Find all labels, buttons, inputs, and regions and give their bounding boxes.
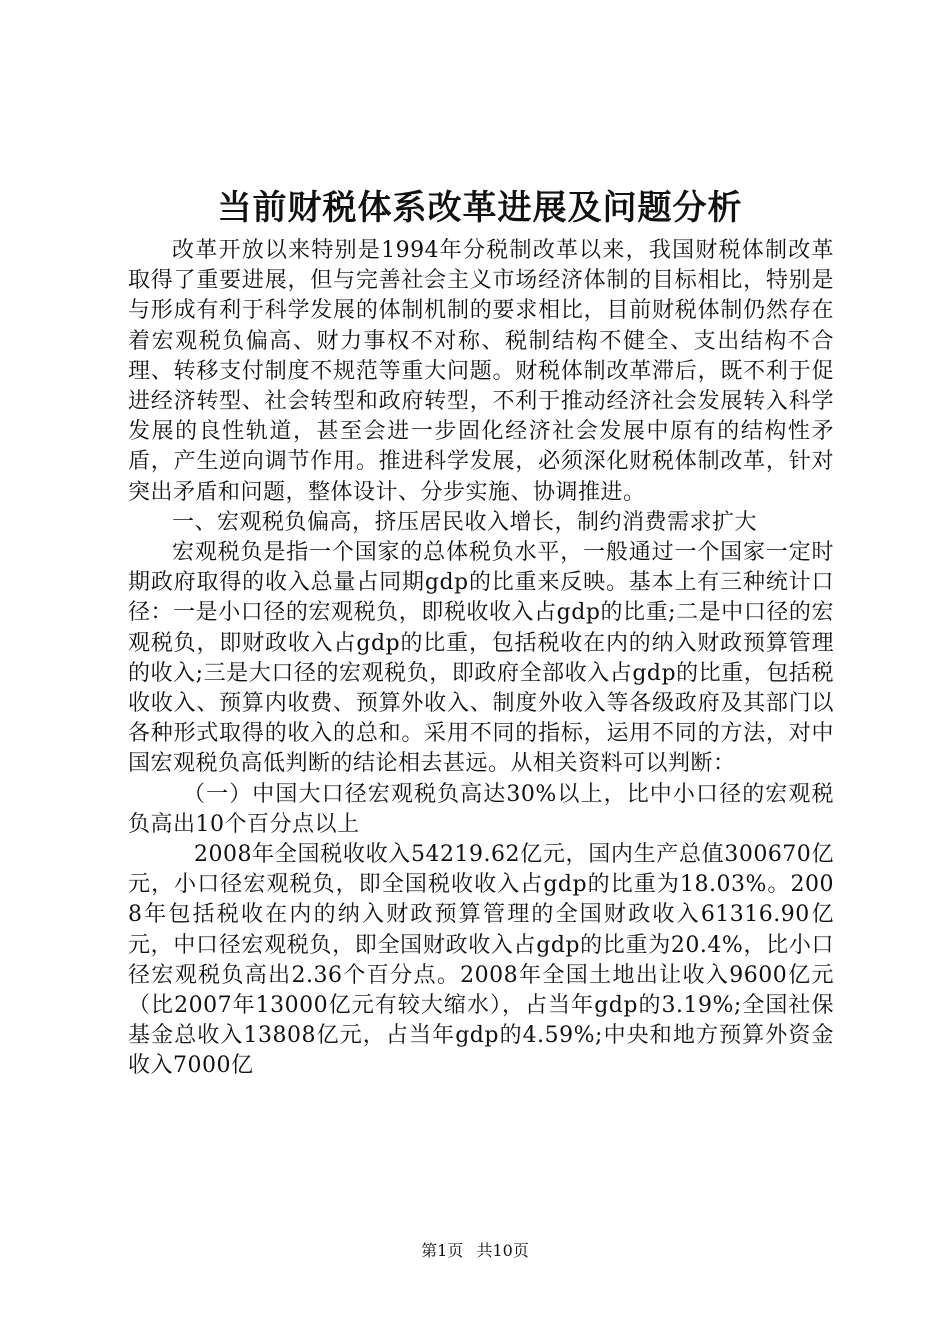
document-title: 当前财税体系改革进展及问题分析	[217, 188, 743, 228]
page-number: 第1页	[421, 1241, 464, 1260]
subsection-heading-1: （一）中国大口径宏观税负高达30%以上，比中小口径的宏观税负高出10个百分点以上	[128, 781, 834, 837]
document-body	[128, 236, 834, 1082]
page-footer	[0, 1240, 950, 1262]
paragraph-2008-data: 2008年全国税收收入54219.62亿元，国内生产总值300670亿元，小口径宏观税负，即全国税收收入占gdp的比重为18.03%。2008年包括税收在内的纳入财政预算管理的全国财政收入61316.90亿元，中口径宏观税负，即全国财政收入占gdp的比重为20.4%，比小口径宏观税负高出2.36个百分点。2008年全国土地出让收入9600亿元（比2007年13000亿元有较大缩水），占当年gdp的3.19%;全国社保基金总收入13808亿元，占当年gdp的4.59%;中央和地方预算外资金收入7000亿	[128, 842, 834, 1079]
page-total: 共10页	[476, 1241, 529, 1260]
paragraph-intro: 改革开放以来特别是1994年分税制改革以来，我国财税体制改革取得了重要进展，但与完善社会主义市场经济体制的目标相比，特别是与形成有利于科学发展的体制机制的要求相比，目前财税体制仍然存在着宏观税负偏高、财力事权不对称、税制结构不健全、支出结构不合理、转移支付制度不规范等重大问题。财税体制改革滞后，既不利于促进经济转型、社会转型和政府转型，不利于推动经济社会发展转入科学发展的良性轨道，甚至会进一步固化经济社会发展中原有的结构性矛盾，产生逆向调节作用。推进科学发展，必须深化财税体制改革，针对突出矛盾和问题，整体设计、分步实施、协调推进。	[128, 238, 834, 505]
paragraph-macro-tax-definition: 宏观税负是指一个国家的总体税负水平，一般通过一个国家一定时期政府取得的收入总量占同期gdp的比重来反映。基本上有三种统计口径：一是小口径的宏观税负，即税收收入占gdp的比重;二是中口径的宏观税负，即财政收入占gdp的比重，包括税收在内的纳入财政预算管理的收入;三是大口径的宏观税负，即政府全部收入占gdp的比重，包括税收收入、预算内收费、预算外收入、制度外收入等各级政府及其部门以各种形式取得的收入的总和。采用不同的指标，运用不同的方法，对中国宏观税负高低判断的结论相去甚远。从相关资料可以判断：	[128, 540, 834, 777]
section-heading-1: 一、宏观税负偏高，挤压居民收入增长，制约消费需求扩大	[172, 509, 758, 535]
